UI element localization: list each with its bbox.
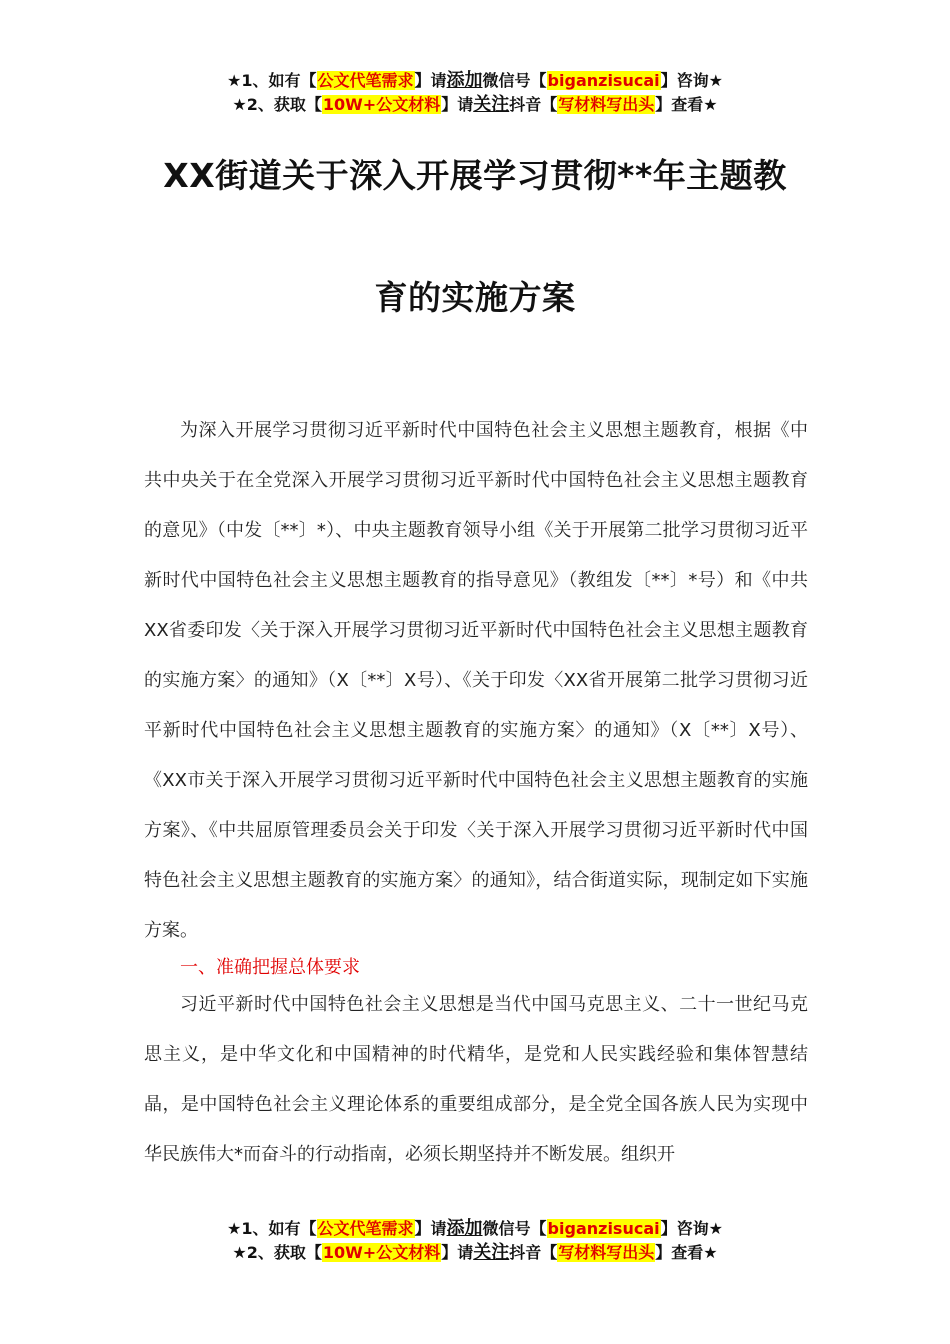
- promo-text: ★2、获取【: [232, 95, 322, 114]
- promo-emphasis: 关注: [473, 94, 510, 115]
- promo-banner-top: [0, 69, 950, 117]
- promo-text: 】咨询★: [660, 71, 723, 90]
- promo-highlight: 公文代笔需求: [317, 71, 414, 90]
- promo-line-2: [0, 1241, 950, 1265]
- promo-emphasis: 添加: [446, 70, 483, 91]
- promo-text: 微信号【: [482, 71, 547, 90]
- promo-text: 微信号【: [482, 1219, 547, 1238]
- promo-highlight: biganzisucai: [547, 1219, 660, 1238]
- body-paragraph-1: [144, 406, 808, 956]
- promo-banner-bottom: [0, 1217, 950, 1265]
- promo-highlight: 10W+公文材料: [322, 1243, 441, 1262]
- promo-line-1: [0, 1217, 950, 1241]
- promo-text: 】咨询★: [660, 1219, 723, 1238]
- promo-emphasis: 添加: [446, 1218, 483, 1239]
- section-heading-1: 一、准确把握总体要求: [180, 957, 360, 978]
- promo-line-1: [0, 69, 950, 93]
- promo-text: 】请: [414, 71, 447, 90]
- document-title-line-2: 育的实施方案: [374, 278, 576, 317]
- promo-highlight: 写材料写出头: [558, 1243, 655, 1262]
- document-title-line-1: XX街道关于深入开展学习贯彻**年主题教: [163, 156, 787, 195]
- promo-highlight: biganzisucai: [547, 71, 660, 90]
- promo-text: 抖音【: [509, 1243, 558, 1262]
- promo-emphasis: 关注: [473, 1242, 510, 1263]
- promo-text: 】请: [441, 1243, 474, 1262]
- paragraph-text: 为深入开展学习贯彻习近平新时代中国特色社会主义思想主题教育，根据《中共中央关于在全党深入开展学习贯彻习近平新时代中国特色社会主义思想主题教育的意见》（中发〔**〕*）、中央主题教育领导小组《关于开展第二批学习贯彻习近平新时代中国特色社会主义思想主题教育的指导意见》（教组发〔**〕*号）和《中共XX省委印发〈关于深入开展学习贯彻习近平新时代中国特色社会主义思想主题教育的实施方案〉的通知》（X〔**〕X号）、《关于印发〈XX省开展第二批学习贯彻习近平新时代中国特色社会主义思想主题教育的实施方案〉的通知》（X〔**〕X号）、《XX市关于深入开展学习贯彻习近平新时代中国特色社会主义思想主题教育的实施方案》、《中共屈原管理委员会关于印发〈关于深入开展学习贯彻习近平新时代中国特色社会主义思想主题教育的实施方案〉的通知》，结合街道实际，现制定如下实施方案。: [144, 420, 808, 941]
- promo-highlight: 公文代笔需求: [317, 1219, 414, 1238]
- promo-text: 抖音【: [509, 95, 558, 114]
- promo-text: ★1、如有【: [227, 71, 317, 90]
- promo-text: 】请: [414, 1219, 447, 1238]
- promo-text: 】查看★: [655, 95, 718, 114]
- promo-text: ★2、获取【: [232, 1243, 322, 1262]
- promo-text: ★1、如有【: [227, 1219, 317, 1238]
- promo-highlight: 写材料写出头: [558, 95, 655, 114]
- paragraph-text: 习近平新时代中国特色社会主义思想是当代中国马克思主义、二十一世纪马克思主义，是中华文化和中国精神的时代精华，是党和人民实践经验和集体智慧结晶，是中国特色社会主义理论体系的重要组成部分，是全党全国各族人民为实现中华民族伟大*而奋斗的行动指南，必须长期坚持并不断发展。组织开: [144, 994, 808, 1165]
- body-paragraph-2: [144, 980, 808, 1180]
- promo-line-2: [0, 93, 950, 117]
- promo-text: 】请: [441, 95, 474, 114]
- promo-highlight: 10W+公文材料: [322, 95, 441, 114]
- promo-text: 】查看★: [655, 1243, 718, 1262]
